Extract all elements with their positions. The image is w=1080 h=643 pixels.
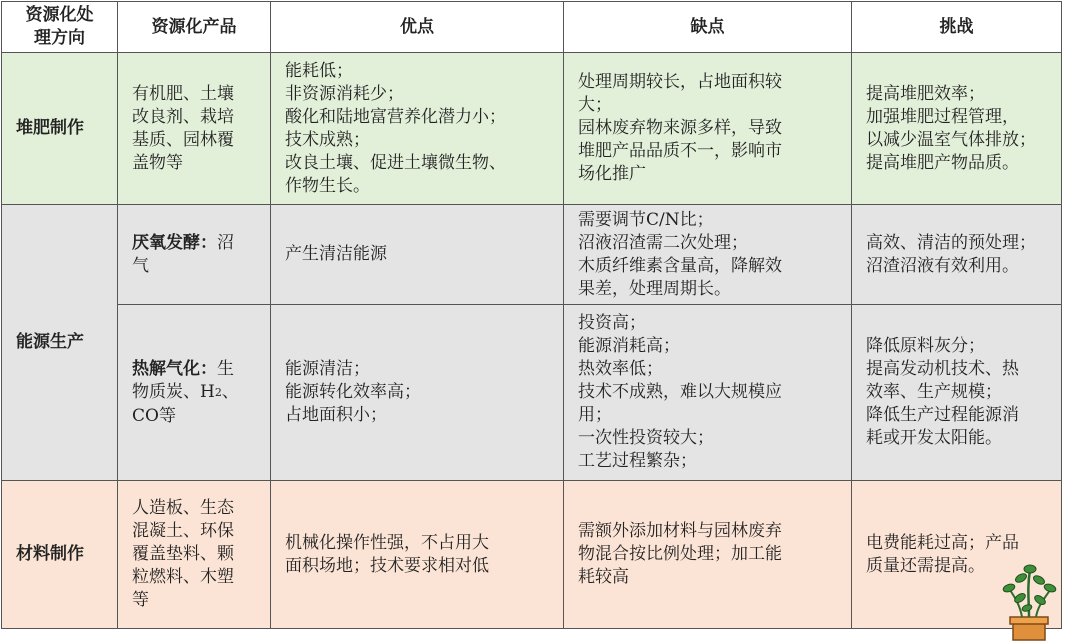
anaerobic-product-label: 厌氧发酵：: [132, 232, 217, 253]
pyrolysis-product-subscript: 2: [214, 385, 222, 399]
material-product: 人造板、生态 混凝土、环保 覆盖垫料、颗 粒燃料、木塑 等: [118, 481, 271, 629]
header-direction: 资源化处 理方向: [2, 2, 118, 53]
potted-plant-icon: [1000, 560, 1058, 642]
resource-table: [1, 1, 1062, 629]
compost-cons: 处理周期较长，占地面积较 大； 园林废弃物来源多样，导致 堆肥产品品质不一，影响市 场化推广: [564, 53, 852, 205]
pyrolysis-product-text: 生 物质炭、H: [132, 358, 234, 402]
row-material: [2, 481, 1062, 629]
anaerobic-product: [118, 205, 271, 305]
energy-direction: 能源生产: [2, 205, 118, 481]
header-challenge: 挑战: [852, 2, 1062, 53]
row-compost: [2, 53, 1062, 205]
material-pros: 机械化操作性强，不占用大 面积场地；技术要求相对低: [271, 481, 564, 629]
pyrolysis-product-label: 热解气化：: [132, 358, 217, 379]
anaerobic-challenge: 高效、清洁的预处理； 沼渣沼液有效利用。: [852, 205, 1062, 305]
material-cons: 需额外添加材料与园林废弃 物混合按比例处理；加工能 耗较高: [564, 481, 852, 629]
compost-pros: 能耗低； 非资源消耗少； 酸化和陆地富营养化潜力小； 技术成熟； 改良土壤、促进土壤微生物、 作物生长。: [271, 53, 564, 205]
compost-direction: 堆肥制作: [2, 53, 118, 205]
compost-product: 有机肥、土壤 改良剂、栽培 基质、园林覆 盖物等: [118, 53, 271, 205]
anaerobic-cons: 需要调节C/N比； 沼液沼渣需二次处理； 木质纤维素含量高，降解效 果差，处理周期长。: [564, 205, 852, 305]
pyrolysis-challenge: 降低原料灰分； 提高发动机技术、热 效率、生产规模； 降低生产过程能源消 耗或开发太阳能。: [852, 305, 1062, 481]
anaerobic-pros: 产生清洁能源: [271, 205, 564, 305]
header-pros: 优点: [271, 2, 564, 53]
header-product: 资源化产品: [118, 2, 271, 53]
compost-challenge: 提高堆肥效率； 加强堆肥过程管理， 以减少温室气体排放； 提高堆肥产物品质。: [852, 53, 1062, 205]
row-anaerobic: [2, 205, 1062, 305]
header-cons: 缺点: [564, 2, 852, 53]
pyrolysis-product: [118, 305, 271, 481]
row-pyrolysis: [2, 305, 1062, 481]
header-row: [2, 2, 1062, 53]
material-challenge: 电费能耗过高；产品 质量还需提高。: [852, 481, 1062, 629]
pyrolysis-pros: 能源清洁； 能源转化效率高； 占地面积小；: [271, 305, 564, 481]
pyrolysis-product-text-end: 、 CO等: [132, 381, 239, 426]
material-direction: 材料制作: [2, 481, 118, 629]
anaerobic-product-text: 沼 气: [132, 232, 234, 276]
pyrolysis-cons: 投资高； 能源消耗高； 热效率低； 技术不成熟，难以大规模应 用； 一次性投资较大； 工艺过程繁杂；: [564, 305, 852, 481]
